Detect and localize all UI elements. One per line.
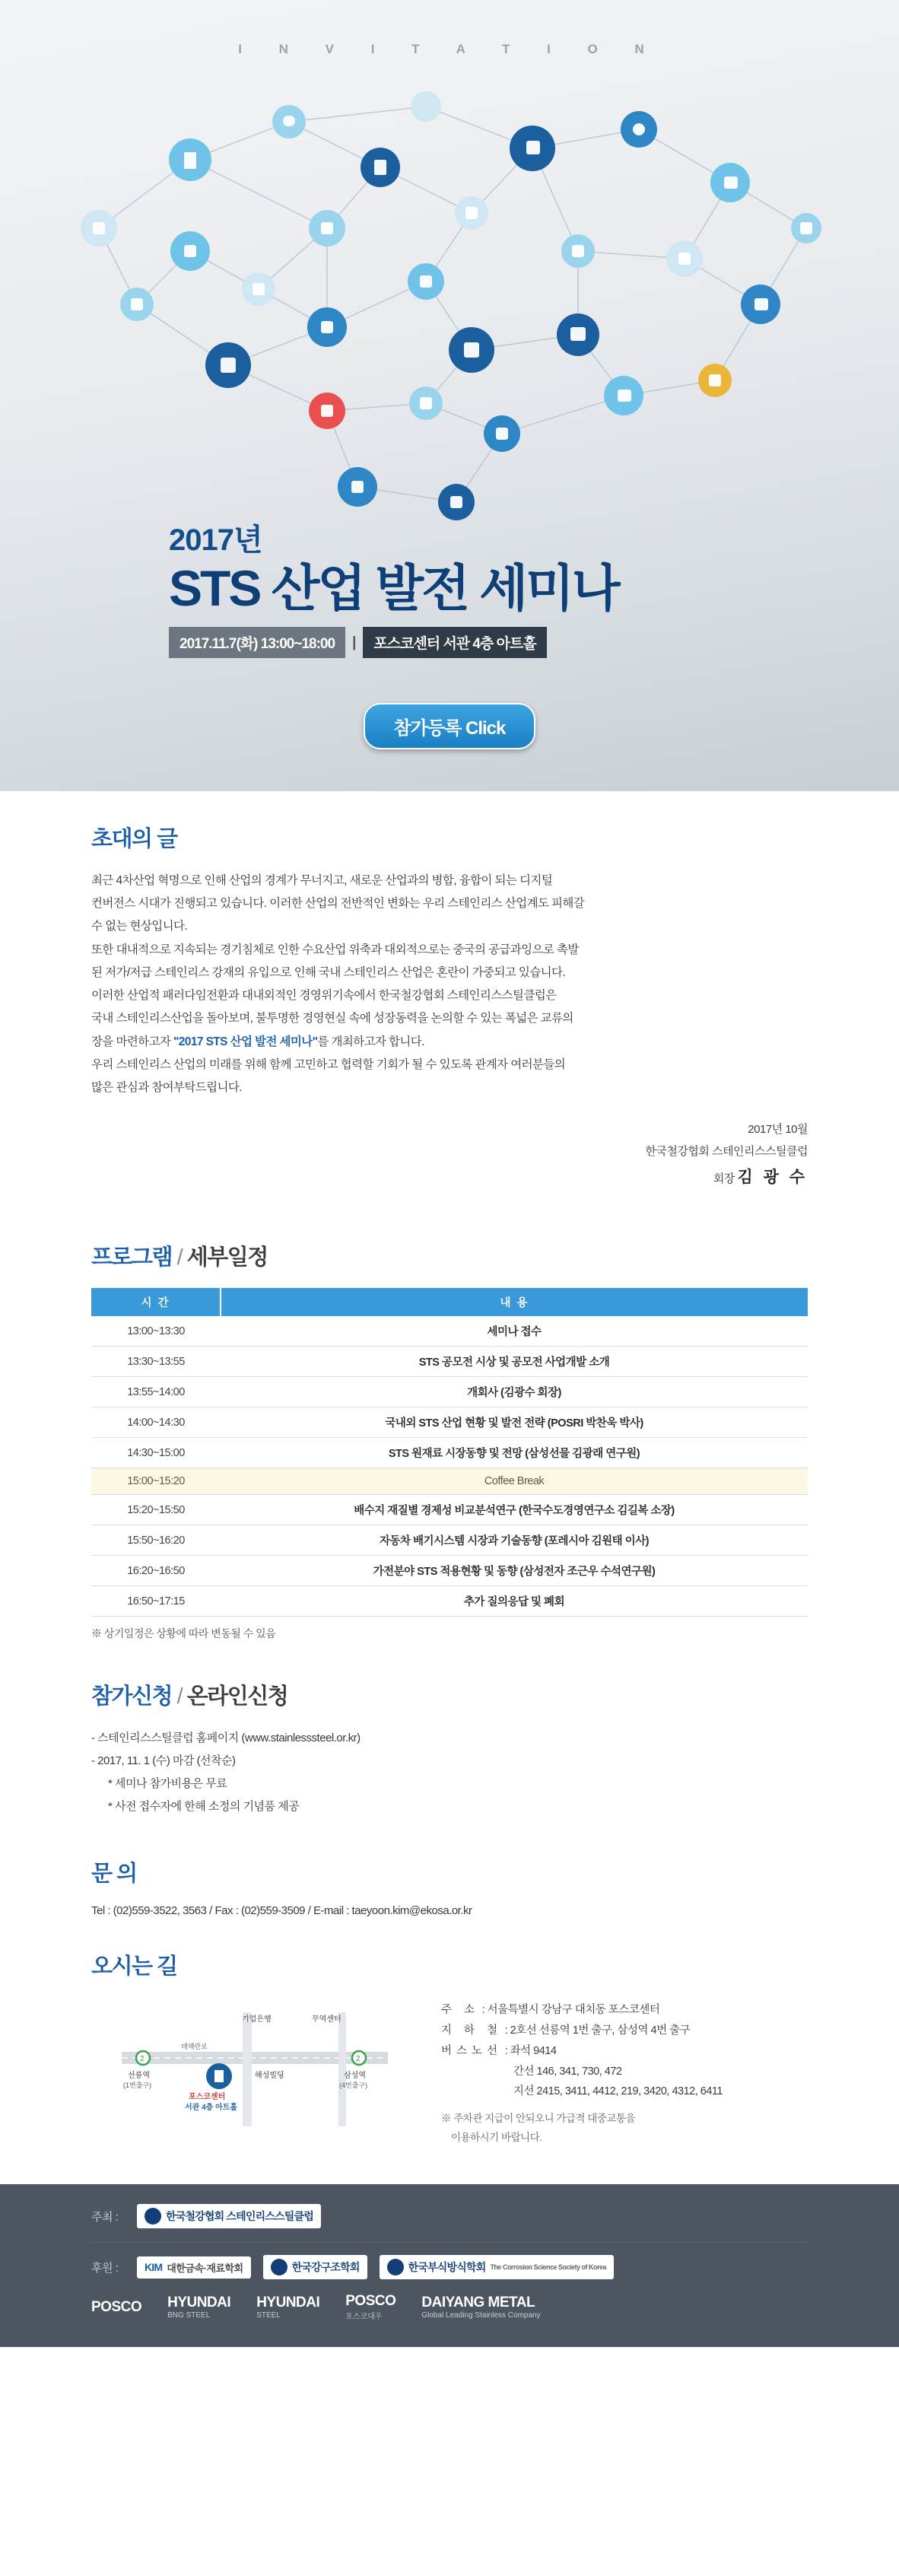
sponsor-logo-1 bbox=[137, 2256, 251, 2279]
svg-text:무역센터: 무역센터 bbox=[312, 2015, 341, 2024]
brand-hyundai-bng-sub: BNG STEEL bbox=[167, 2311, 211, 2320]
row-desc: 가전분야 STS 적용현황 및 동향 (삼성전자 조근우 수석연구원) bbox=[221, 1556, 808, 1586]
host-logo bbox=[137, 2204, 321, 2228]
parking-note-1: ※ 주차관 지급이 안되오니 가급적 대중교통을 bbox=[441, 2113, 635, 2125]
invite-p4: 또한 대내적으로 지속되는 경기침체로 인한 수요산업 위축과 대외적으로는 중국의 공급과잉으로 촉발 bbox=[91, 943, 579, 956]
svg-text:기업은행: 기업은행 bbox=[242, 2015, 272, 2024]
row-desc: 자동차 배기시스템 시장과 기술동향 (포레시아 김원태 이사) bbox=[221, 1525, 808, 1556]
parking-note-2: 이용하시기 바랍니다. bbox=[451, 2132, 542, 2144]
sponsor-row bbox=[91, 2255, 808, 2279]
subway-label: 지 하 철 bbox=[441, 2024, 503, 2037]
program-heading-main: 프로그램 bbox=[91, 1245, 173, 1271]
apply-heading bbox=[91, 1679, 808, 1710]
signature-line bbox=[91, 1162, 808, 1193]
table-row bbox=[91, 1347, 808, 1377]
row-time: 15:00~15:20 bbox=[91, 1468, 221, 1495]
table-header-row bbox=[91, 1288, 808, 1316]
address-block bbox=[441, 1997, 723, 2148]
row-desc: STS 원재료 시장동향 및 전망 (삼성선물 김광래 연구원) bbox=[221, 1438, 808, 1468]
brand-daiyang-sub: Global Leading Stainless Company bbox=[421, 2311, 541, 2320]
invite-p8 bbox=[91, 1031, 808, 1054]
svg-text:해성빌딩: 해성빌딩 bbox=[255, 2072, 284, 2081]
brand-hyundai-steel bbox=[256, 2295, 319, 2320]
row-desc: STS 공모전 시상 및 공모전 사업개발 소개 bbox=[221, 1347, 808, 1377]
bus-label: 버스노선 bbox=[441, 2044, 503, 2057]
sponsor-1-sub: 대한금속·재료학회 bbox=[167, 2262, 243, 2274]
invite-p3: 수 없는 현상입니다. bbox=[91, 920, 188, 933]
svg-text:선릉역: 선릉역 bbox=[128, 2072, 150, 2081]
svg-text:2: 2 bbox=[140, 2055, 145, 2064]
row-desc: 세미나 접수 bbox=[221, 1316, 808, 1347]
signature-role: 회장 bbox=[713, 1172, 735, 1186]
apply-line-2: - 2017, 11. 1 (수) 마감 (선착순) bbox=[91, 1754, 236, 1768]
row-time: 15:20~15:50 bbox=[91, 1495, 221, 1525]
host-name: 한국철강협회 스테인리스스틸클럽 bbox=[166, 2210, 313, 2223]
hero-text-block bbox=[169, 516, 618, 658]
program-heading bbox=[91, 1240, 808, 1271]
svg-text:(1번출구): (1번출구) bbox=[123, 2081, 152, 2090]
table-row bbox=[91, 1407, 808, 1438]
bus-line-2: 간선 146, 341, 730, 472 bbox=[513, 2065, 622, 2078]
sponsor-2-name: 한국강구조학회 bbox=[291, 2261, 360, 2274]
invite-p2: 컨버전스 시대가 진행되고 있습니다. 이러한 산업의 전반적인 변화는 우리 스테인리스 산업계도 피해갈 bbox=[91, 897, 585, 911]
program-heading-sub: 세부일정 bbox=[186, 1245, 268, 1271]
invite-heading: 초대의 글 bbox=[91, 827, 177, 851]
event-meta-bar bbox=[169, 627, 547, 658]
row-desc: Coffee Break bbox=[221, 1468, 808, 1495]
col-time: 시 간 bbox=[91, 1288, 221, 1316]
subway-value: : 2호선 선릉역 1번 출구, 삼성역 4번 출구 bbox=[504, 2024, 691, 2037]
program-heading-slash: / bbox=[172, 1245, 187, 1271]
apply-line-1: - 스테인리스스틸클럽 홈페이지 (www.stainlesssteel.or.kr) bbox=[91, 1732, 361, 1745]
program-note: ※ 상기일정은 상황에 따라 변동될 수 있음 bbox=[91, 1627, 276, 1640]
register-wrapper bbox=[0, 703, 899, 749]
svg-text:서관 4층 아트홀: 서관 4층 아트홀 bbox=[185, 2104, 238, 2113]
apply-line-3: * 세미나 참가비용은 무료 bbox=[108, 1777, 227, 1791]
invite-body bbox=[91, 870, 808, 1099]
brand-daiyang-name: DAIYANG METAL bbox=[421, 2295, 535, 2311]
hero-section bbox=[0, 0, 899, 791]
invitation-kicker: I N V I T A T I O N bbox=[238, 42, 661, 56]
brand-posco-daewoo bbox=[345, 2293, 395, 2321]
register-button[interactable]: 참가등록 Click bbox=[364, 703, 536, 749]
sponsor-3-mark-icon bbox=[387, 2259, 404, 2275]
brand-posco-name: POSCO bbox=[91, 2298, 142, 2315]
table-row bbox=[91, 1316, 808, 1347]
directions-heading: 오시는 길 bbox=[91, 1954, 177, 1980]
page-title: STS 산업 발전 세미나 bbox=[169, 559, 618, 616]
address-value: : 서울특별시 강남구 대치동 포스코센터 bbox=[481, 2004, 660, 2017]
brand-posco-daewoo-name: POSCO bbox=[345, 2293, 396, 2310]
host-label: 주최 : bbox=[91, 2210, 119, 2224]
svg-text:(4번출구): (4번출구) bbox=[339, 2081, 368, 2090]
subway-row bbox=[441, 2021, 723, 2041]
table-row bbox=[91, 1556, 808, 1586]
bus-line-3: 지선 2415, 3411, 4412, 219, 3420, 4312, 6411 bbox=[513, 2085, 723, 2098]
footer bbox=[0, 2184, 899, 2347]
row-desc: 국내외 STS 산업 현황 및 발전 전략 (POSRI 박찬욱 박사) bbox=[221, 1407, 808, 1438]
apply-heading-slash: / bbox=[172, 1684, 187, 1709]
svg-text:포스코센터: 포스코센터 bbox=[189, 2093, 226, 2102]
sponsor-label: 후원 : bbox=[91, 2261, 119, 2275]
apply-line-4: * 사전 접수자에 한해 소정의 기념품 제공 bbox=[108, 1800, 300, 1814]
bus-row bbox=[441, 2041, 723, 2062]
invite-p9: 우리 스테인리스 산업의 미래를 위해 함께 고민하고 협력할 기회가 될 수 있도록 관계자 여러분들의 bbox=[91, 1057, 566, 1071]
invite-p7: 국내 스테인리스산업을 돌아보며, 불투명한 경영현실 속에 성장동력을 논의할 수 있는 폭넓은 교류의 bbox=[91, 1012, 573, 1026]
row-time: 16:20~16:50 bbox=[91, 1556, 221, 1586]
table-row bbox=[91, 1586, 808, 1617]
svg-text:2: 2 bbox=[356, 2055, 361, 2064]
brand-daiyang bbox=[421, 2295, 540, 2320]
svg-text:테헤란로: 테헤란로 bbox=[181, 2043, 208, 2051]
host-row bbox=[91, 2204, 808, 2228]
row-desc: 개회사 (김광수 회장) bbox=[221, 1377, 808, 1407]
invite-p8-b: 를 개최하고자 합니다. bbox=[317, 1035, 424, 1048]
address-label: 주 소 bbox=[441, 2004, 480, 2017]
row-time: 15:50~16:20 bbox=[91, 1525, 221, 1556]
content-area bbox=[0, 791, 899, 2155]
apply-heading-main: 참가신청 bbox=[91, 1684, 173, 1709]
svg-text:삼성역: 삼성역 bbox=[344, 2072, 366, 2081]
brand-hyundai-bng bbox=[167, 2295, 230, 2320]
brand-hyundai-steel-name: HYUNDAI bbox=[256, 2295, 320, 2311]
table-row bbox=[91, 1438, 808, 1468]
row-time: 13:00~13:30 bbox=[91, 1316, 221, 1347]
row-time: 13:30~13:55 bbox=[91, 1347, 221, 1377]
invite-p6: 이러한 산업적 패러다임전환과 대내외적인 경영위기속에서 한국철강협회 스테인리스스틸클럽은 bbox=[91, 989, 557, 1003]
footer-divider bbox=[91, 2242, 808, 2243]
brand-posco bbox=[91, 2299, 141, 2316]
table-row-break bbox=[91, 1468, 808, 1495]
meta-separator: | bbox=[352, 634, 357, 650]
row-time: 16:50~17:15 bbox=[91, 1586, 221, 1617]
sponsor-1-name: KIM bbox=[145, 2261, 163, 2274]
program-table bbox=[91, 1288, 808, 1617]
directions-row bbox=[91, 1997, 808, 2148]
sponsor-3-sub: The Corrosion Science Society of Korea bbox=[490, 2263, 606, 2272]
brand-hyundai-steel-sub: STEEL bbox=[256, 2311, 281, 2320]
bus-value: : 좌석 9414 bbox=[504, 2044, 557, 2057]
signature-name: 김 광 수 bbox=[737, 1169, 808, 1187]
row-time: 14:00~14:30 bbox=[91, 1407, 221, 1438]
sponsor-logo-2 bbox=[263, 2255, 367, 2279]
row-desc: 추가 질의응답 및 폐회 bbox=[221, 1586, 808, 1617]
sponsor-3-name: 한국부식방식학회 bbox=[408, 2261, 486, 2274]
row-time: 13:55~14:00 bbox=[91, 1377, 221, 1407]
brand-hyundai-bng-name: HYUNDAI bbox=[167, 2295, 231, 2311]
event-venue: 포스코센터 서관 4층 아트홀 bbox=[363, 627, 546, 658]
signature-org: 한국철강협회 스테인리스스틸클럽 bbox=[645, 1144, 808, 1158]
signature-date: 2017년 10월 bbox=[748, 1123, 808, 1137]
invite-p1: 최근 4차산업 혁명으로 인해 산업의 경계가 무너지고, 새로운 산업과의 병합, 융합이 되는 디지털 bbox=[91, 874, 553, 887]
address-row bbox=[441, 2000, 723, 2021]
inquiry-heading: 문 의 bbox=[91, 1862, 137, 1887]
invite-p10: 많은 관심과 참여부탁드립니다. bbox=[91, 1080, 242, 1094]
invite-p5: 된 저가/저급 스테인리스 강재의 유입으로 인해 국내 스테인리스 산업은 혼란이 가중되고 있습니다. bbox=[91, 965, 566, 979]
inquiry-line: Tel : (02)559-3522, 3563 / Fax : (02)559-3509 / E-mail : taeyoon.kim@ekosa.or.kr bbox=[91, 1904, 472, 1918]
seminar-name-highlight: "2017 STS 산업 발전 세미나" bbox=[173, 1035, 318, 1048]
event-datetime: 2017.11.7(화) 13:00~18:00 bbox=[169, 627, 345, 658]
host-mark-icon bbox=[145, 2208, 161, 2225]
brand-posco-daewoo-sub: 포스코대우 bbox=[345, 2313, 383, 2322]
sponsor-2-mark-icon bbox=[271, 2259, 287, 2275]
network-illustration bbox=[0, 76, 899, 548]
row-desc: 배수지 재질별 경제성 비교분석연구 (한국수도경영연구소 김길복 소장) bbox=[221, 1495, 808, 1525]
col-desc: 내 용 bbox=[221, 1288, 808, 1316]
sponsor-logo-3 bbox=[380, 2255, 614, 2279]
hero-year: 2017년 bbox=[169, 523, 262, 557]
table-row bbox=[91, 1495, 808, 1525]
program-table-body bbox=[91, 1316, 808, 1617]
table-row bbox=[91, 1525, 808, 1556]
apply-body bbox=[91, 1727, 808, 1818]
apply-heading-sub: 온라인신청 bbox=[186, 1684, 288, 1709]
table-row bbox=[91, 1377, 808, 1407]
brand-row bbox=[91, 2293, 808, 2321]
map-illustration bbox=[91, 1997, 418, 2142]
invite-p8-a: 장을 마련하고자 bbox=[91, 1035, 174, 1048]
signature-block bbox=[91, 1119, 808, 1193]
row-time: 14:30~15:00 bbox=[91, 1438, 221, 1468]
